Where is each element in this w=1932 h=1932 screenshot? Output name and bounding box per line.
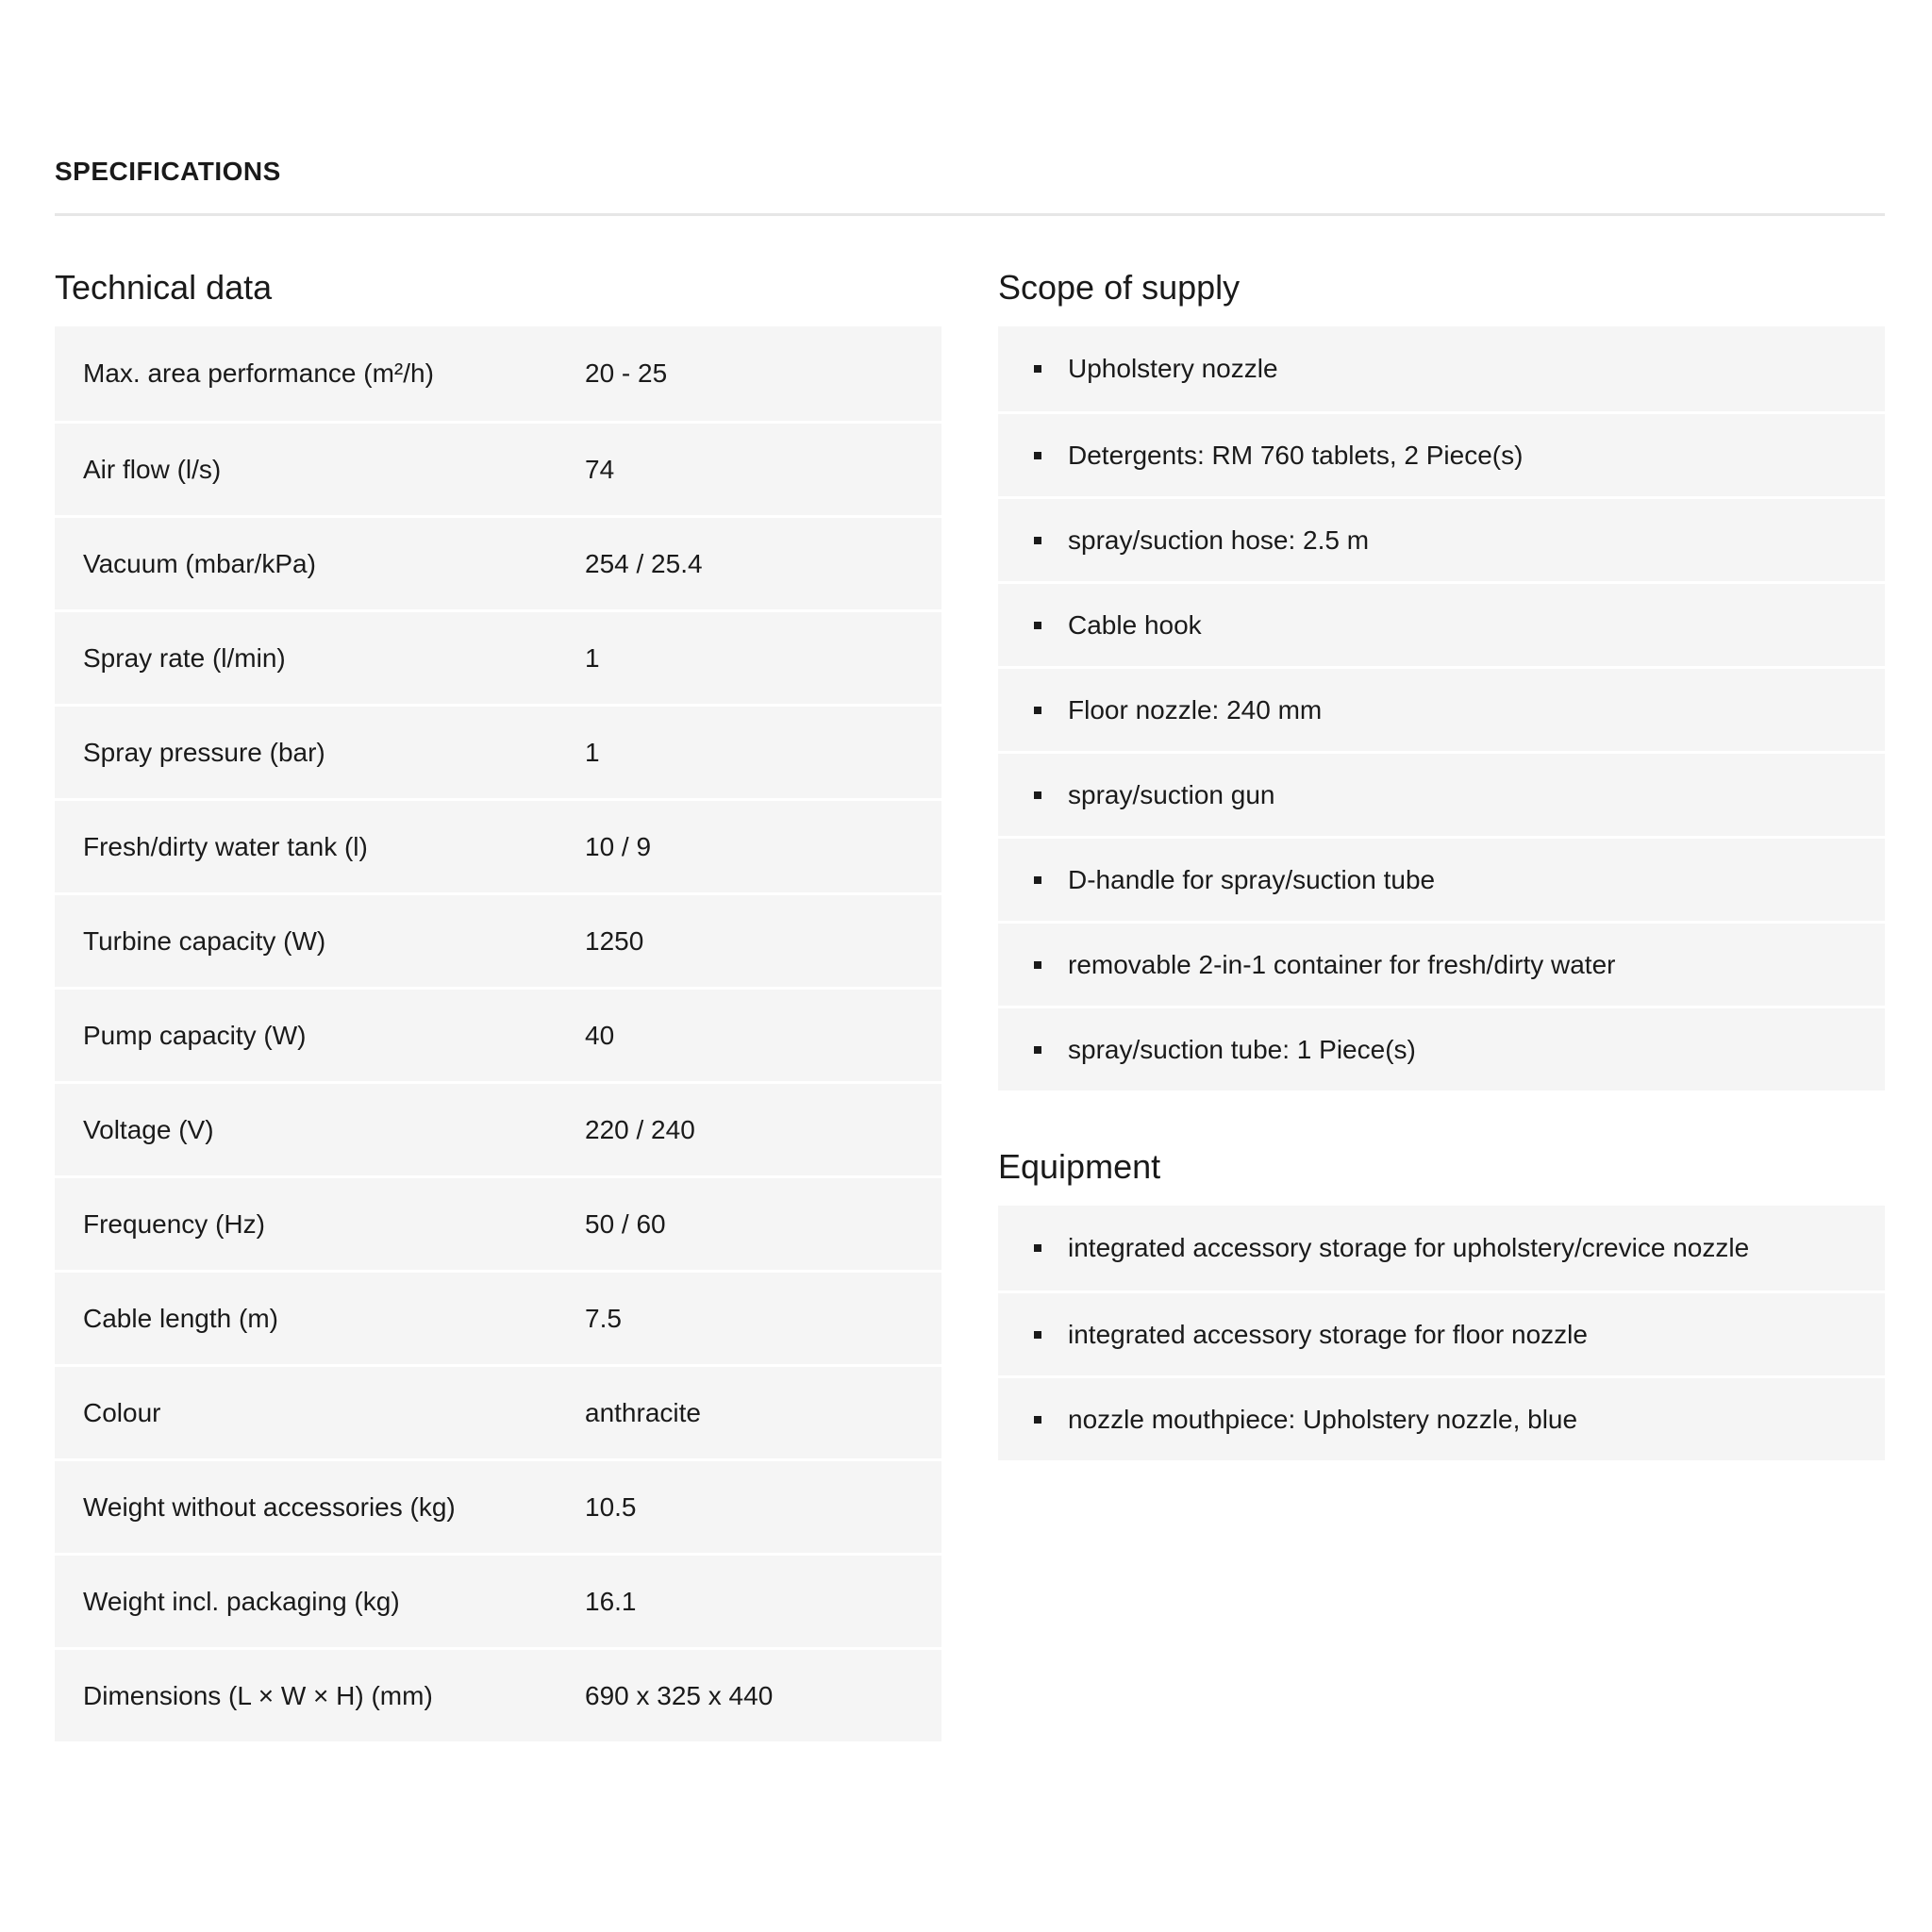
- technical-data-table: [55, 326, 941, 1741]
- table-row: [55, 892, 941, 987]
- equipment-list: [998, 1206, 1885, 1460]
- equipment-heading: Equipment: [998, 1147, 1161, 1186]
- spec-value: anthracite: [585, 1397, 701, 1427]
- list-item-text: removable 2-in-1 container for fresh/dirty water: [1068, 949, 1616, 979]
- list-item-text: Cable hook: [1068, 609, 1202, 640]
- list-item-text: spray/suction gun: [1068, 779, 1275, 809]
- bullet-icon: [1034, 707, 1041, 714]
- spec-value: 7.5: [585, 1303, 622, 1333]
- spec-label: Spray pressure (bar): [83, 737, 325, 767]
- spec-label: Air flow (l/s): [83, 454, 222, 484]
- table-row: [55, 326, 941, 421]
- spec-label: Weight without accessories (kg): [83, 1491, 456, 1522]
- spec-value: 50 / 60: [585, 1208, 666, 1239]
- supply-and-equipment-column: [998, 264, 1885, 1460]
- list-item-text: Detergents: RM 760 tablets, 2 Piece(s): [1068, 440, 1524, 470]
- list-item-text: nozzle mouthpiece: Upholstery nozzle, blue: [1068, 1404, 1578, 1434]
- list-item: [998, 581, 1885, 666]
- bullet-icon: [1034, 1331, 1041, 1339]
- spec-label: Voltage (V): [83, 1114, 214, 1144]
- list-item-text: Floor nozzle: 240 mm: [1068, 694, 1323, 724]
- table-row: [55, 1458, 941, 1553]
- spec-value: 10 / 9: [585, 831, 652, 861]
- spec-label: Vacuum (mbar/kPa): [83, 548, 316, 578]
- list-item-text: Upholstery nozzle: [1068, 354, 1278, 383]
- spec-value: 20 - 25: [585, 358, 668, 388]
- spec-value: 1: [585, 737, 600, 767]
- bullet-icon: [1034, 791, 1041, 799]
- list-item: [998, 1206, 1885, 1291]
- bullet-icon: [1034, 1046, 1041, 1054]
- table-row: [55, 1081, 941, 1175]
- list-item-text: spray/suction hose: 2.5 m: [1068, 525, 1370, 555]
- list-item: [998, 921, 1885, 1006]
- spec-value: 220 / 240: [585, 1114, 695, 1144]
- spec-label: Colour: [83, 1397, 161, 1427]
- bullet-icon: [1034, 1244, 1041, 1252]
- list-item-text: spray/suction tube: 1 Piece(s): [1068, 1034, 1416, 1064]
- spec-value: 40: [585, 1020, 615, 1050]
- list-item: [998, 1291, 1885, 1375]
- table-row: [55, 609, 941, 704]
- scope-of-supply-heading: Scope of supply: [998, 268, 1241, 307]
- table-row: [55, 1175, 941, 1270]
- list-item: [998, 1375, 1885, 1460]
- bullet-icon: [1034, 365, 1041, 373]
- section-divider: [55, 213, 1885, 216]
- spec-label: Fresh/dirty water tank (l): [83, 831, 368, 861]
- list-item-text: integrated accessory storage for floor nozzle: [1068, 1319, 1588, 1349]
- list-item: [998, 326, 1885, 411]
- table-row: [55, 704, 941, 798]
- bullet-icon: [1034, 876, 1041, 884]
- list-item: [998, 836, 1885, 921]
- list-item: [998, 411, 1885, 496]
- table-row: [55, 798, 941, 892]
- spec-value: 1: [585, 642, 600, 673]
- spec-label: Pump capacity (W): [83, 1020, 307, 1050]
- technical-data-heading: Technical data: [55, 268, 273, 307]
- bullet-icon: [1034, 622, 1041, 629]
- spec-label: Dimensions (L × W × H) (mm): [83, 1680, 433, 1710]
- bullet-icon: [1034, 961, 1041, 969]
- list-item: [998, 496, 1885, 581]
- table-row: [55, 1647, 941, 1741]
- table-row: [55, 1553, 941, 1647]
- technical-data-column: [55, 264, 941, 1741]
- list-item: [998, 1006, 1885, 1091]
- spec-label: Spray rate (l/min): [83, 642, 286, 673]
- list-item: [998, 666, 1885, 751]
- table-row: [55, 1270, 941, 1364]
- spec-value: 254 / 25.4: [585, 548, 703, 578]
- section-title: SPECIFICATIONS: [55, 157, 281, 186]
- bullet-icon: [1034, 452, 1041, 459]
- table-row: [55, 987, 941, 1081]
- bullet-icon: [1034, 1416, 1041, 1424]
- spec-value: 10.5: [585, 1491, 637, 1522]
- spec-label: Frequency (Hz): [83, 1208, 265, 1239]
- spec-label: Weight incl. packaging (kg): [83, 1586, 400, 1616]
- spec-label: Cable length (m): [83, 1303, 278, 1333]
- table-row: [55, 1364, 941, 1458]
- list-item: [998, 751, 1885, 836]
- list-item-text: D-handle for spray/suction tube: [1068, 864, 1436, 894]
- table-row: [55, 421, 941, 515]
- bullet-icon: [1034, 537, 1041, 544]
- spec-value: 74: [585, 454, 615, 484]
- spec-label: Turbine capacity (W): [83, 925, 326, 956]
- spec-label: Max. area performance (m²/h): [83, 358, 434, 388]
- spec-value: 690 x 325 x 440: [585, 1680, 774, 1710]
- spec-value: 16.1: [585, 1586, 637, 1616]
- list-item-text: integrated accessory storage for upholstery/crevice nozzle: [1068, 1233, 1750, 1262]
- table-row: [55, 515, 941, 609]
- spec-value: 1250: [585, 925, 644, 956]
- scope-of-supply-list: [998, 326, 1885, 1091]
